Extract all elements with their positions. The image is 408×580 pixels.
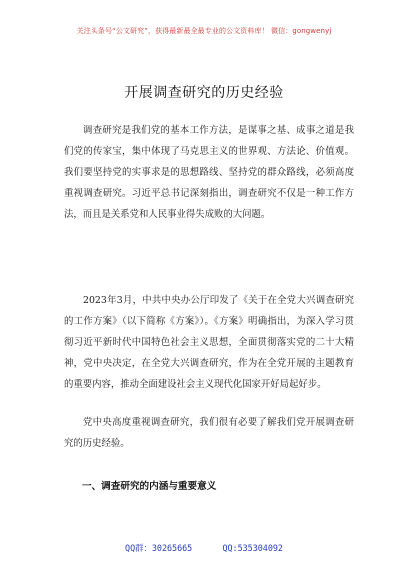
promo-banner: 关注头条号“公文研究”，获得最新最全最专业的公文资料库！ 微信：gongwenyj [76, 27, 332, 35]
document-title: 开展调查研究的历史经验 [124, 85, 284, 101]
footer-contact: QQ群：30265665 QQ:535304092 [125, 543, 283, 553]
body-paragraph-2: 2023年3月，中共中央办公厅印发了《关于在全党大兴调查研究的工作方案》（以下简称《方案》）。《方案》明确指出，为深入学习贯彻习近平新时代中国特色社会主义思想，全面贯彻落实党的二十大精神，党中央决定，在全党大兴调查研究，作为在全党开展的主题教育的重要内容，推动全面建设社会主义现代化国家开好局起好步。 [64, 295, 354, 390]
body-paragraph-1: 调查研究是我们党的基本工作方法，是谋事之基、成事之道是我们党的传家宝，集中体现了马克思主义的世界观、方法论、价值观。我们要坚持党的实事求是的思想路线、坚持党的群众路线，必须高度重视调查研究。习近平总书记深刻指出，调查研究不仅是一种工作方法，而且是关系党和人民事业得失成败的大问题。 [64, 125, 354, 220]
section-heading: 一、调查研究的内涵与重要意义 [82, 481, 217, 492]
body-paragraph-3: 党中央高度重视调查研究，我们很有必要了解我们党开展调查研究的历史经验。 [64, 417, 354, 449]
